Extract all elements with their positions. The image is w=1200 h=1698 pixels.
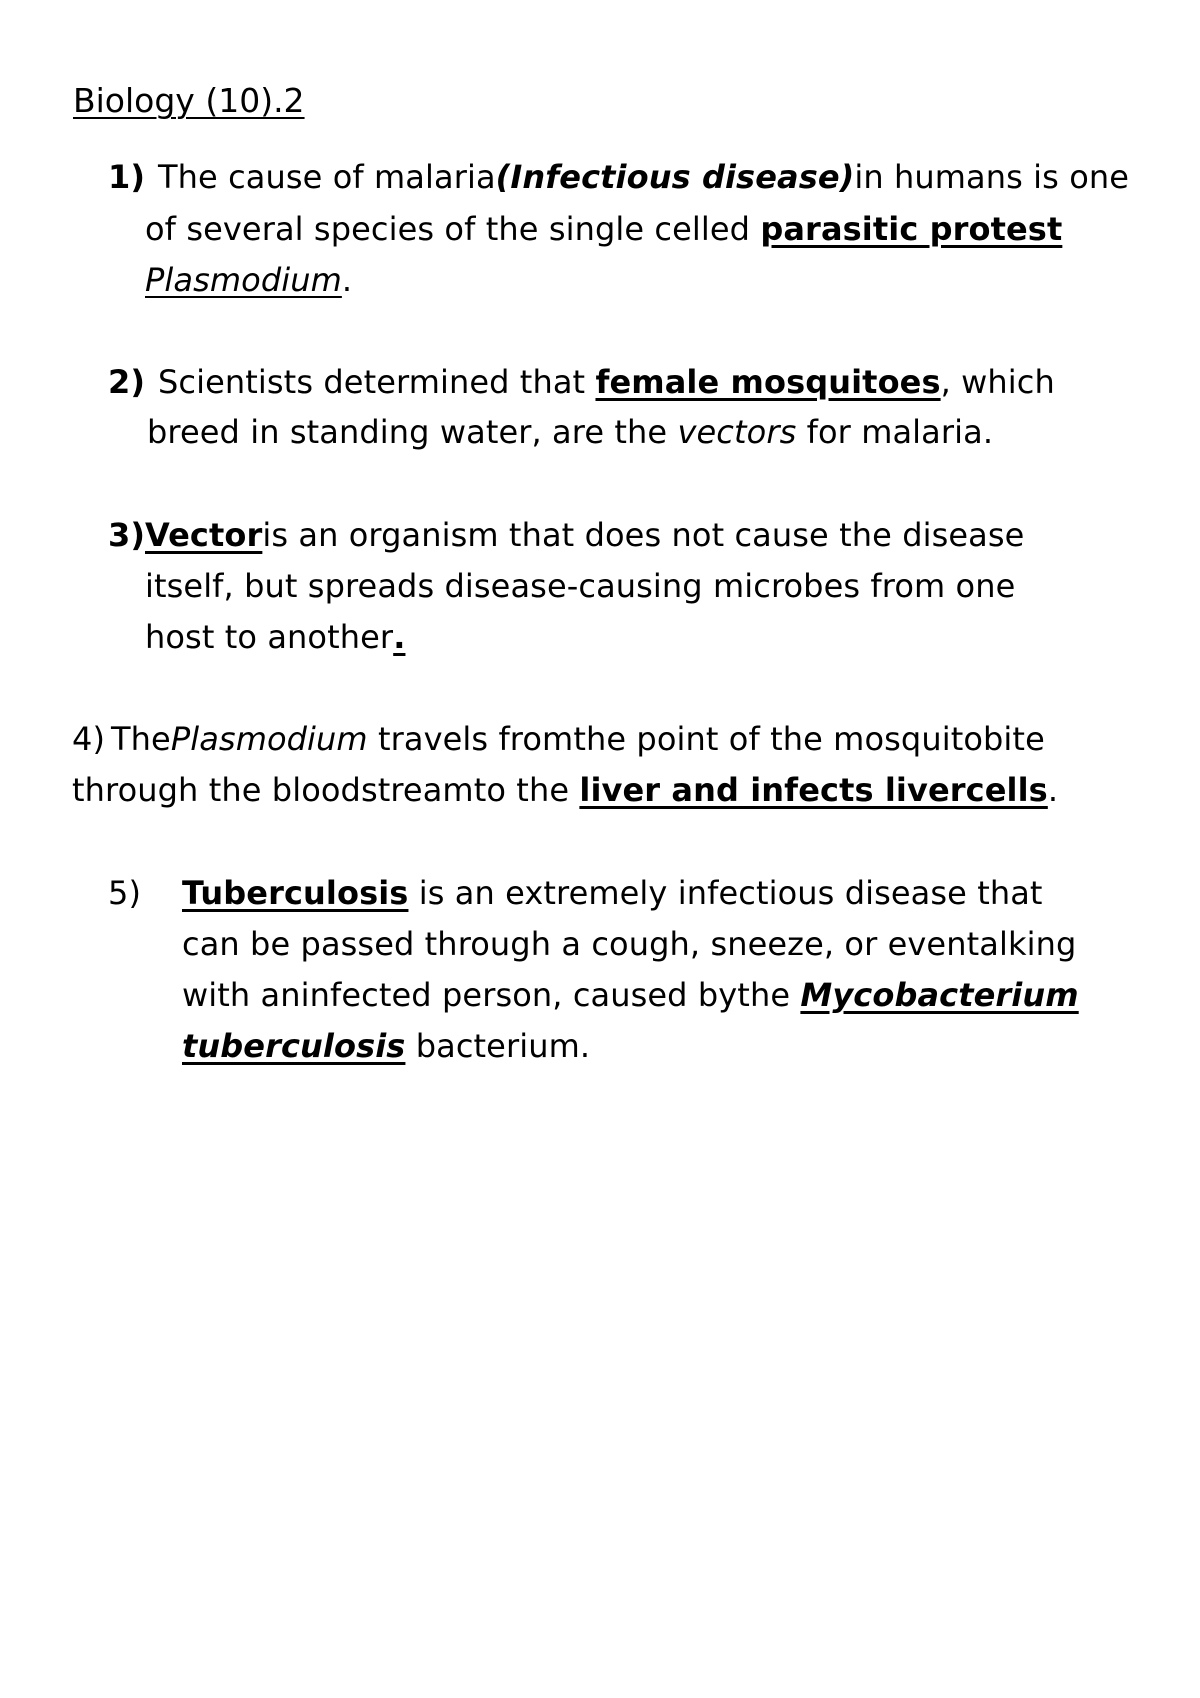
item-line: can be passed through a cough, sneeze, or eventalking — [182, 925, 1077, 963]
item-line: Vectoris an organism that does not cause the disease — [145, 516, 1025, 554]
item-line: of several species of the single celled parasitic protest — [145, 210, 1063, 248]
item-number: 1) — [108, 158, 146, 196]
item-line: Plasmodium. — [145, 261, 353, 299]
item-line: Tuberculosis is an extremely infectious disease that — [182, 874, 1043, 912]
item-line: with aninfected person, caused bythe Mycobacterium — [182, 976, 1079, 1014]
item-line: breed in standing water, are the vectors for malaria. — [147, 413, 994, 451]
item-line: through the bloodstreamto the liver and infects livercells. — [72, 771, 1059, 809]
item-line: Scientists determined that female mosquitoes, which — [158, 363, 1055, 401]
item-line: ThePlasmodium travels fromthe point of the mosquitobite — [111, 720, 1045, 758]
item-number: 3) — [108, 516, 146, 554]
item-number: 5) — [108, 874, 142, 912]
page-title: Biology (10).2 — [73, 81, 305, 120]
item-line: tuberculosis bacterium. — [182, 1027, 591, 1065]
item-line: host to another. — [145, 618, 406, 656]
item-line: The cause of malaria(Infectious disease)in humans is one — [158, 158, 1130, 196]
item-line: itself, but spreads disease-causing microbes from one — [145, 567, 1016, 605]
item-number: 2) — [108, 363, 146, 401]
item-number: 4) — [72, 720, 106, 758]
